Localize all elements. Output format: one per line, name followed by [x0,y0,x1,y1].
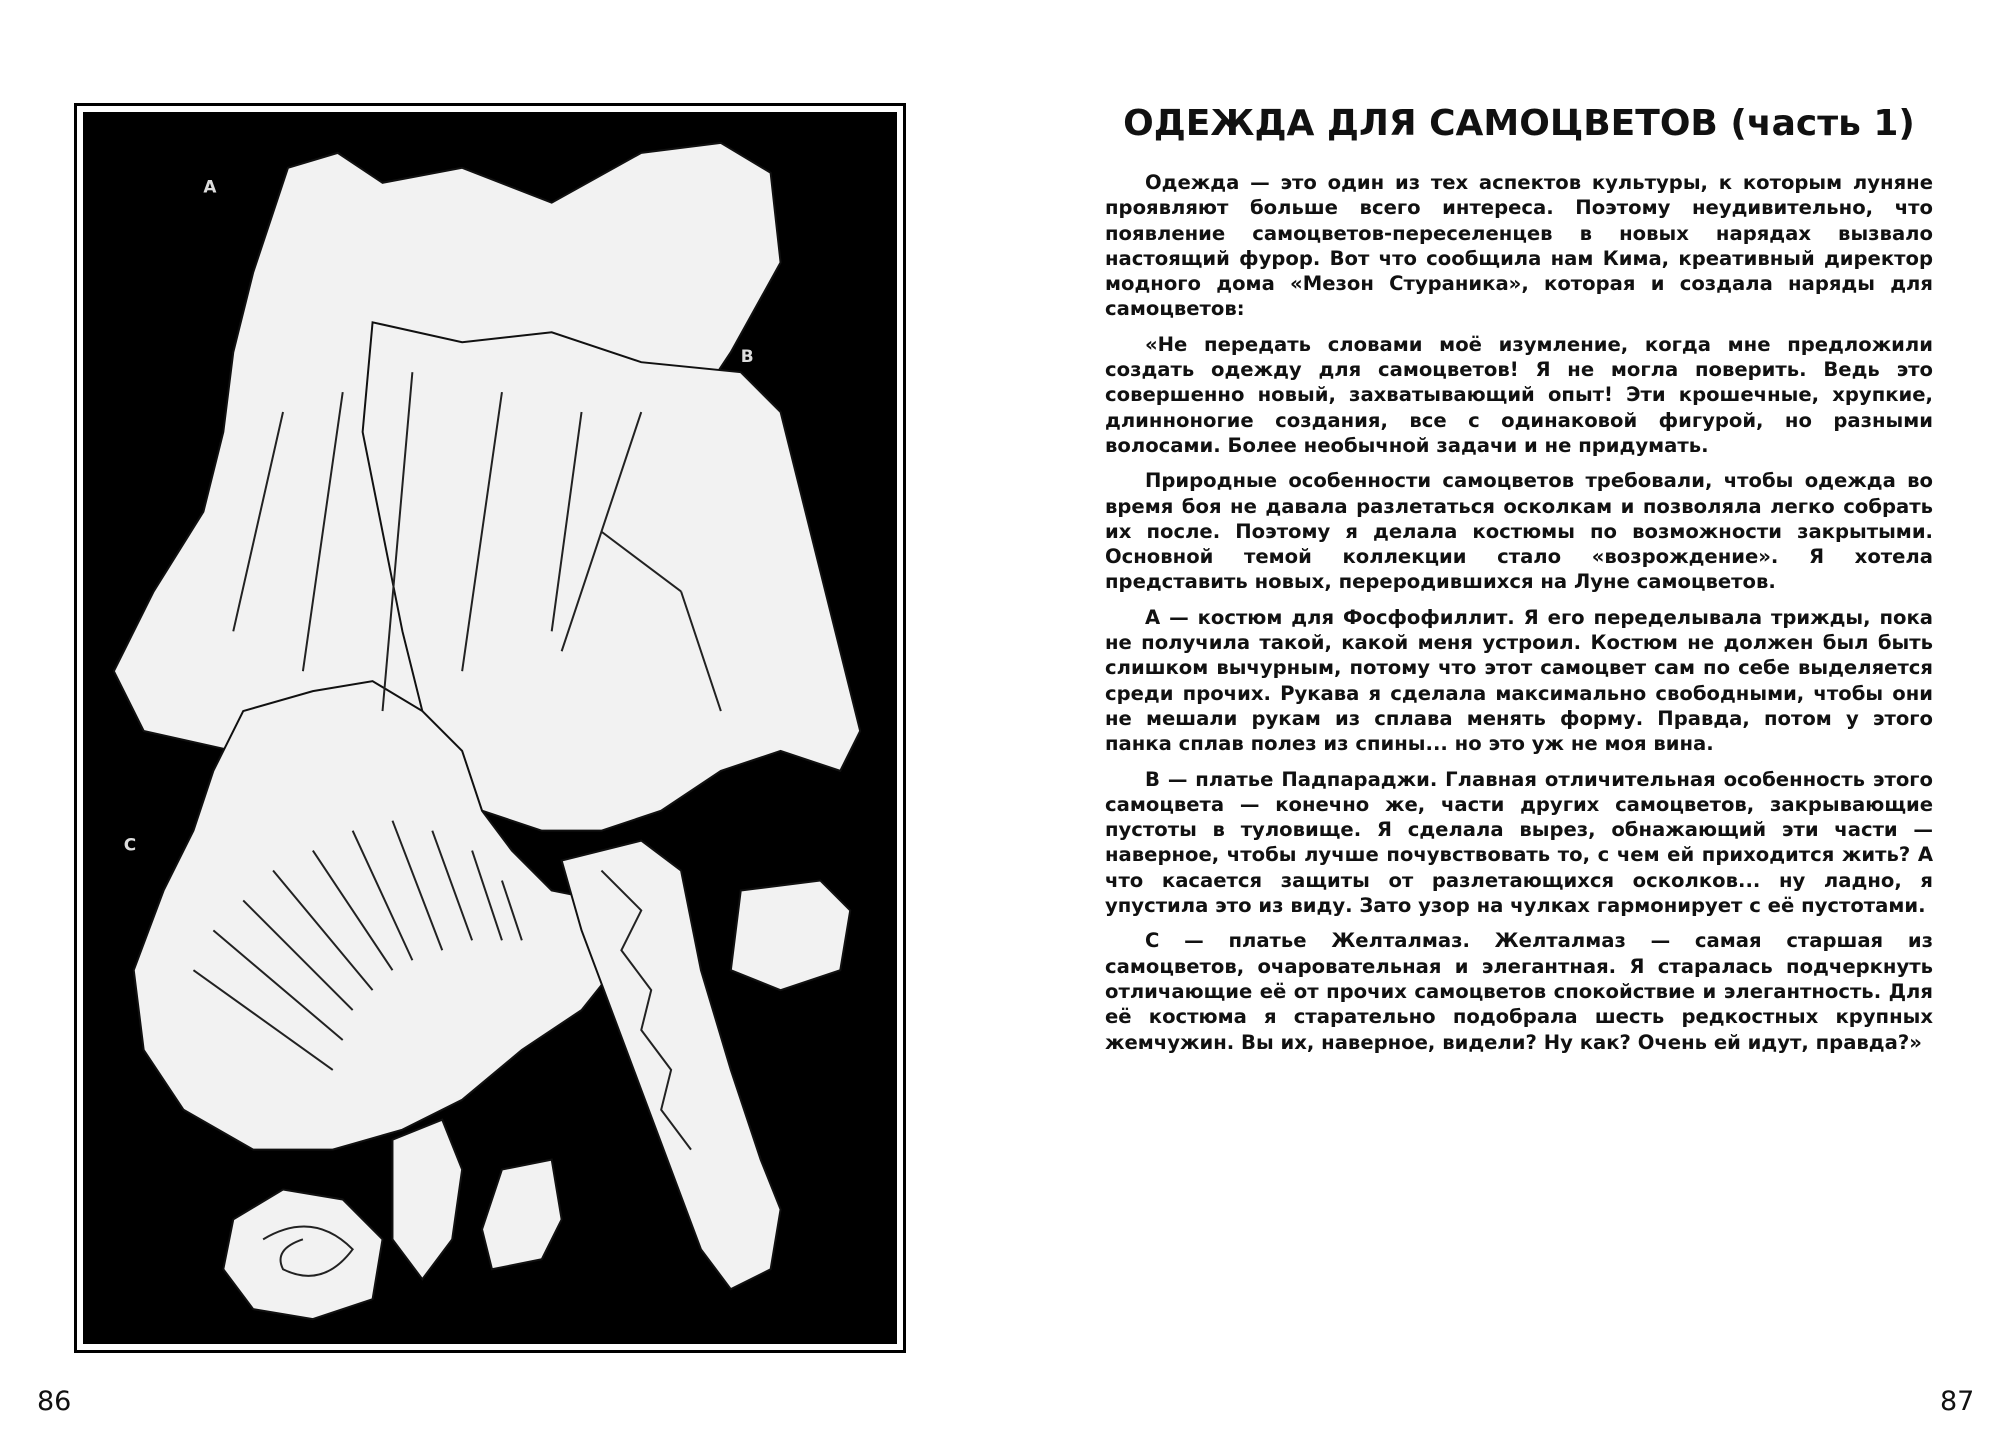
article-paragraph: C — платье Желталмаз. Желталмаз — самая старшая из самоцветов, очаровательная и элегантная. Я старалась подчеркнуть отличающие её от прочих самоцветов спокойствие и элегантность. Для её костюма я старательно подобрала шесть редкостных крупных жемчужин. Вы их, наверное, видели? Ну как? Очень ей идут, правда?» [1105,929,1933,1054]
costume-illustration [83,112,897,1344]
figure-label-c: C [123,834,137,855]
shoe-right [731,881,850,991]
page-number-right: 87 [1940,1386,1975,1417]
article-paragraph: «Не передать словами моё изумление, когда мне предложили создать одежду для самоцветов! Я не могла поверить. Ведь это совершенно новый, захватывающий опыт! Эти крошечные, хрупкие, длинноногие создания, все с одинаковой фигурой, но разными волосами. Более необычной задачи и не придумать. [1105,332,1933,457]
article-paragraph: Природные особенности самоцветов требовали, чтобы одежда во время боя не давала разлетаться осколкам и позволяла легко собрать их после. Поэтому я делала костюмы по возможности закрытыми. Основной темой коллекции стало «возрождение». Я хотела представить новых, переродившихся на Луне самоцветов. [1105,469,1933,594]
article-paragraph: B — платье Падпараджи. Главная отличительная особенность этого самоцвета — конечно же, части других самоцветов, закрывающие пустоты в туловище. Я сделала вырез, обнажающий эти части — наверное, чтобы лучше почувствовать то, с чем ей приходится жить? А что касается защиты от разлетающихся осколков... ну ладно, я упустила это из виду. Зато узор на чулках гармонирует с её пустотами. [1105,767,1933,918]
article-column [1105,100,1933,1065]
page-number-left: 86 [37,1386,72,1417]
costume-drawing [84,113,896,1343]
figure-label-a: A [203,176,217,197]
figure-label-b: B [740,346,754,367]
article-paragraph: A — костюм для Фосфофиллит. Я его переделывала трижды, пока не получила такой, какой меня устроил. Костюм не должен был быть слишком вычурным, потому что этот самоцвет сам по себе выделяется среди прочих. Рукава я сделала максимально свободными, чтобы они не мешали рукам из сплава менять форму. Правда, потом у этого панка сплав полез из спины... но это уж не моя вина. [1105,605,1933,756]
illustration-frame [74,103,906,1353]
article-paragraph: Одежда — это один из тех аспектов культуры, к которым луняне проявляют больше всего интереса. Поэтому неудивительно, что появление самоцветов-переселенцев в новых нарядах вызвало настоящий фурор. Вот что сообщила нам Кима, креативный директор модного дома «Мезон Стураника», которая и создала наряды для самоцветов: [1105,171,1933,321]
article-title: ОДЕЖДА ДЛЯ САМОЦВЕТОВ (часть 1) [1123,103,1915,144]
